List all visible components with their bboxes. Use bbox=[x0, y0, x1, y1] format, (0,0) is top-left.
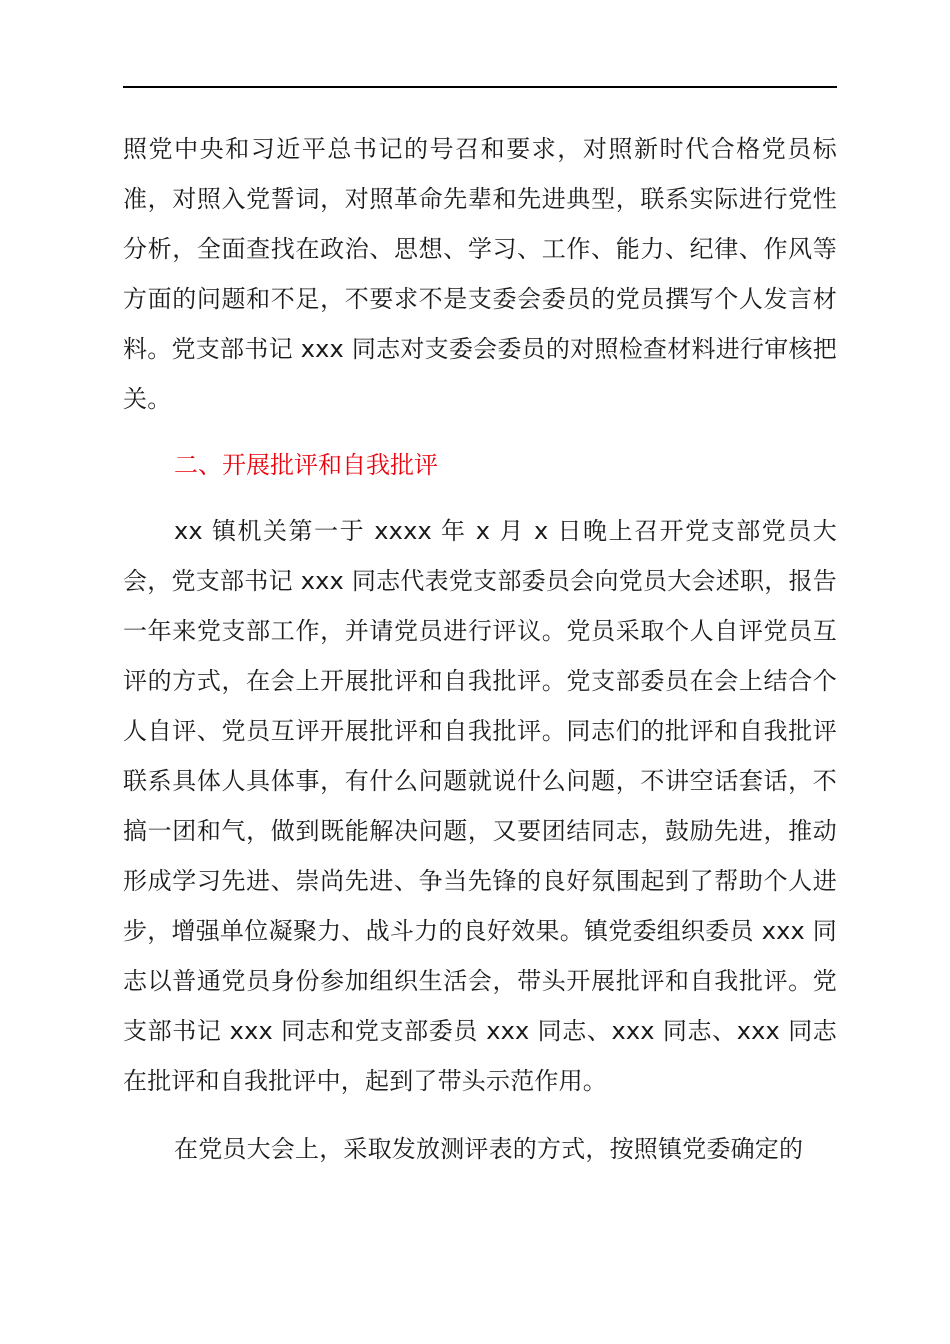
paragraph-evaluation: 在党员大会上，采取发放测评表的方式，按照镇党委确定的 bbox=[174, 1135, 804, 1163]
section-heading: 二、开展批评和自我批评 bbox=[174, 451, 438, 479]
paragraph-criticism: xx 镇机关第一于 xxxx 年 x 月 x 日晚上召开党支部党员大会，党支部书记 xxx 同志代表党支部委员会向党员大会述职，报告一年来党支部工作，并请党员进行评议。党员采取个人自评党员互评的方式，在会上开展批评和自我批评。党支部委员在会上结合个人自评、党员互评开展批评和自我批评。同志们的批评和自我批评联系具体人具体事，有什么问题就说什么问题，不讲空话套话，不搞一团和气，做到既能解决问题，又要团结同志，鼓励先进，推动形成学习先进、崇尚先进、争当先锋的良好氛围起到了帮助个人进步，增强单位凝聚力、战斗力的良好效果。镇党委组织委员 xxx 同志以普通党员身份参加组织生活会，带头开展批评和自我批评。党支部书记 xxx 同志和党支部委员 xxx 同志、xxx 同志、xxx 同志在批评和自我批评中，起到了带头示范作用。 bbox=[123, 517, 837, 1095]
document-body bbox=[123, 124, 837, 1174]
header-rule bbox=[123, 86, 837, 88]
paragraph-continued: 照党中央和习近平总书记的号召和要求，对照新时代合格党员标准，对照入党誓词，对照革命先辈和先进典型，联系实际进行党性分析，全面查找在政治、思想、学习、工作、能力、纪律、作风等方面的问题和不足，不要求不是支委会委员的党员撰写个人发言材料。党支部书记 xxx 同志对支委会委员的对照检查材料进行审核把关。 bbox=[123, 135, 837, 413]
